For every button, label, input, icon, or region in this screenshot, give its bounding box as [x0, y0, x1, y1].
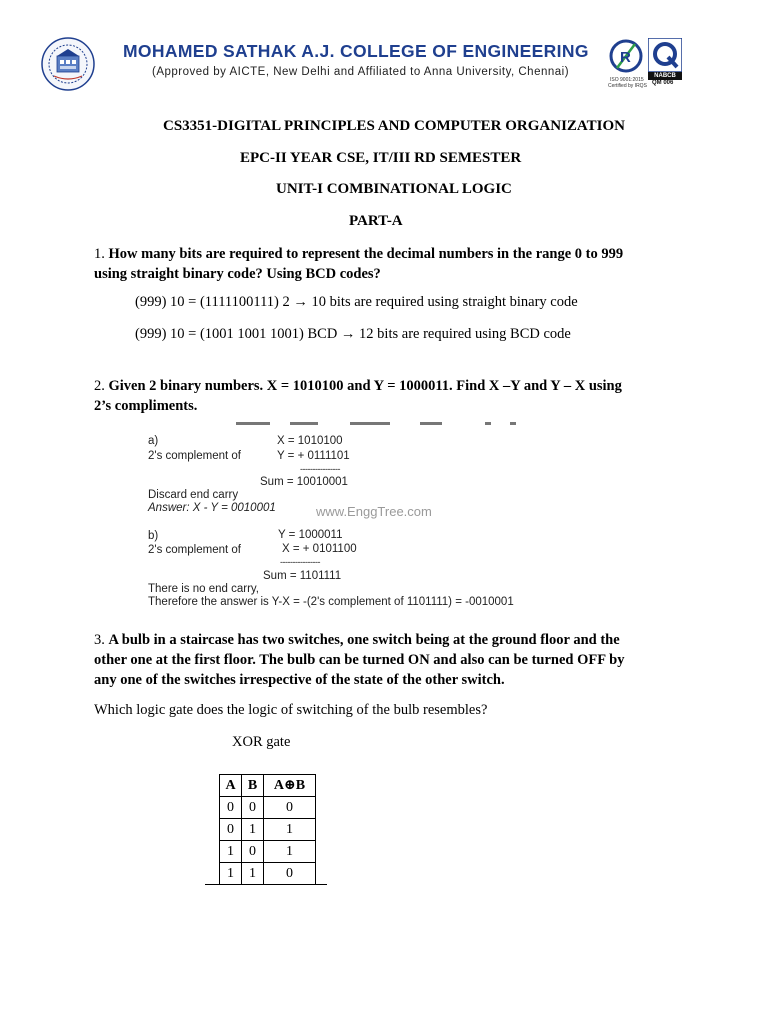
table-cell: 0 — [242, 841, 264, 863]
question-1-line2: using straight binary code? Using BCD codes? — [94, 266, 381, 282]
table-row — [220, 819, 316, 841]
xor-truth-table — [219, 774, 316, 885]
question-3-line1: A bulb in a staircase has two switches, one switch being at the ground floor and the — [108, 632, 620, 648]
question-1-line1: How many bits are required to represent the decimal numbers in the range 0 to 999 — [108, 246, 624, 262]
work-b-no-carry: There is no end carry, — [148, 583, 260, 595]
question-3 — [94, 630, 676, 690]
college-approval-line: (Approved by AICTE, New Delhi and Affiliated to Anna University, Chennai) — [152, 66, 570, 78]
part-title: PART-A — [349, 213, 403, 229]
question-3-answer: XOR gate — [232, 734, 291, 750]
work-b-x: X = + 0101100 — [282, 543, 357, 555]
worked-solution-image — [140, 420, 560, 620]
work-b-y: Y = 1000011 — [278, 529, 343, 541]
table-cell: 0 — [220, 819, 242, 841]
table-bottom-rule — [205, 884, 327, 885]
truth-table-header-a: A — [220, 775, 242, 797]
work-b-sum: Sum = 1101111 — [263, 570, 342, 582]
question-3-line2: other one at the first floor. The bulb can be turned ON and also can be turned OFF by — [94, 652, 625, 668]
year-semester-title: EPC-II YEAR CSE, IT/III RD SEMESTER — [240, 150, 522, 166]
irqs-certification-logo — [607, 38, 645, 78]
table-cell: 1 — [220, 841, 242, 863]
work-a-y: Y = + 0111101 — [277, 450, 350, 462]
table-row — [220, 863, 316, 885]
course-title: CS3351-DIGITAL PRINCIPLES AND COMPUTER ORGANIZATION — [163, 118, 625, 134]
table-cell: 1 — [264, 841, 316, 863]
work-a-answer: Answer: X - Y = 0010001 — [148, 502, 276, 514]
table-row — [220, 797, 316, 819]
college-name: MOHAMED SATHAK A.J. COLLEGE OF ENGINEERING — [123, 41, 589, 61]
qm-code: QM 006 — [652, 80, 674, 86]
work-b-comp: 2's complement of — [148, 544, 241, 556]
answer-1-binary: (999) 10 = (1111100111) 2 → 10 bits are required using straight binary code — [135, 294, 578, 310]
iso-line1: ISO 9001:2015 — [610, 77, 644, 83]
table-cell: 0 — [242, 797, 264, 819]
table-row — [220, 841, 316, 863]
svg-text:R: R — [620, 49, 631, 66]
truth-table-header-row — [220, 775, 316, 797]
work-b-label: b) — [148, 530, 159, 542]
answer-1-bcd: (999) 10 = (1001 1001 1001) BCD → 12 bits are required using BCD code — [135, 326, 571, 342]
table-cell: 1 — [220, 863, 242, 885]
question-3-number: 3. — [94, 632, 105, 648]
table-cell: 0 — [264, 797, 316, 819]
work-a-dash: ---------------- — [300, 464, 340, 474]
table-cell: 0 — [220, 797, 242, 819]
table-cell: 1 — [264, 819, 316, 841]
question-2-line2: 2’s compliments. — [94, 398, 198, 414]
question-1 — [94, 244, 676, 284]
unit-title: UNIT-I COMBINATIONAL LOGIC — [276, 181, 512, 197]
truth-table-header-b: B — [242, 775, 264, 797]
nabcb-label: NABCB — [648, 72, 682, 80]
question-2 — [94, 376, 676, 416]
work-a-label: a) — [148, 435, 159, 447]
table-cell: 1 — [242, 819, 264, 841]
question-3-prompt: Which logic gate does the logic of switching of the bulb resembles? — [94, 702, 488, 718]
question-3-line3: any one of the switches irrespective of the state of the other switch. — [94, 672, 505, 688]
iso-line2: Certified by IRQS — [608, 83, 647, 89]
work-a-discard: Discard end carry — [148, 489, 239, 501]
watermark-text: www.EnggTree.com — [316, 504, 432, 519]
table-cell: 0 — [264, 863, 316, 885]
work-b-answer: Therefore the answer is Y-X = -(2's complement of 1101111) = -0010001 — [148, 596, 514, 608]
nabcb-q-logo — [648, 38, 682, 72]
question-2-line1: Given 2 binary numbers. X = 1010100 and Y = 1000011. Find X –Y and Y – X using — [108, 378, 622, 394]
work-b-dash: ---------------- — [280, 557, 320, 567]
college-emblem-logo — [40, 36, 96, 92]
question-2-number: 2. — [94, 378, 105, 394]
work-a-comp: 2's complement of — [148, 450, 241, 462]
work-a-x: X = 1010100 — [277, 435, 343, 447]
question-1-number: 1. — [94, 246, 105, 262]
truth-table-header-xor: A⊕B — [264, 775, 316, 797]
work-a-sum: Sum = 10010001 — [260, 476, 348, 488]
table-cell: 1 — [242, 863, 264, 885]
